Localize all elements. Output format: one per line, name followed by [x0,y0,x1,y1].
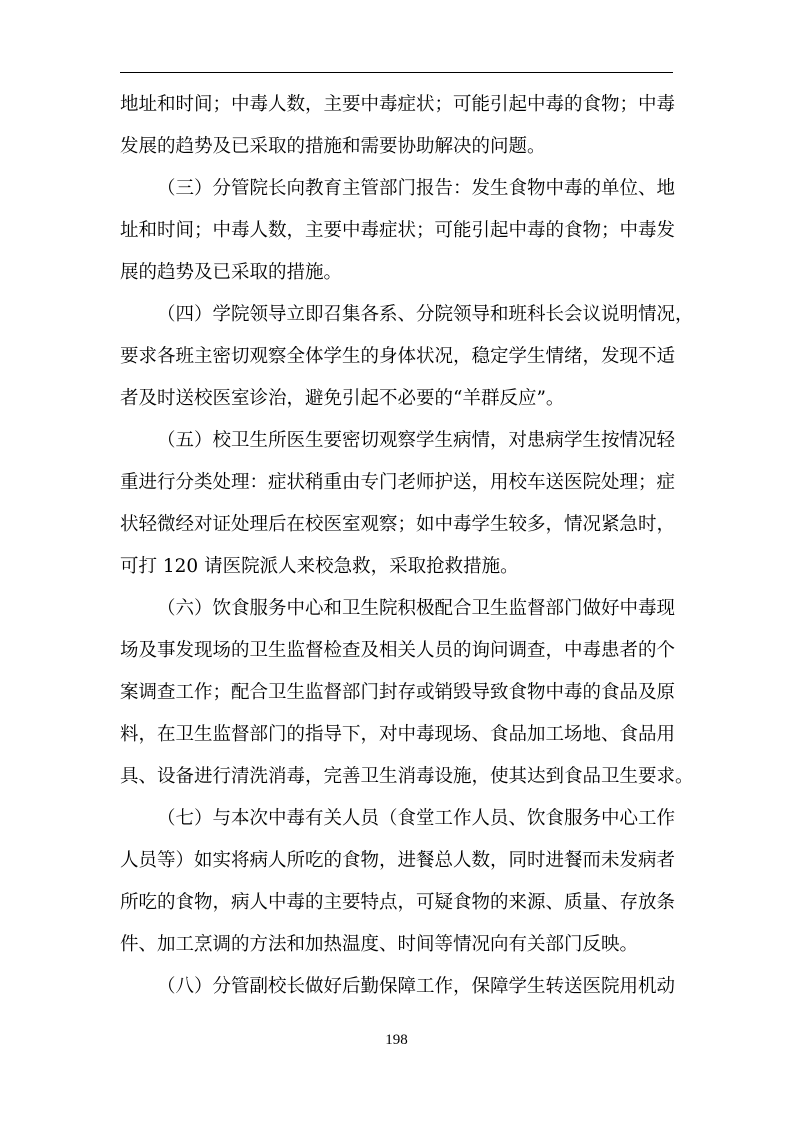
text-line: 件、加工烹调的方法和加热温度、时间等情况向有关部门反映。 [120,934,639,955]
text-line: （四）学院领导立即召集各系、分院领导和班科长会议说明情况， [157,304,694,325]
text-line: 案调查工作；配合卫生监督部门封存或销毁导致食物中毒的食品及原 [120,682,676,703]
text-line: 人员等）如实将病人所吃的食物，进餐总人数，同时进餐而未发病者 [120,850,676,871]
text-line: 料，在卫生监督部门的指导下，对中毒现场、食品加工场地、食品用 [120,724,676,745]
text-line: 地址和时间；中毒人数，主要中毒症状；可能引起中毒的食物；中毒 [120,94,676,115]
text-line: 所吃的食物，病人中毒的主要特点，可疑食物的来源、质量、存放条 [120,892,676,913]
text-line: （七）与本次中毒有关人员（食堂工作人员、饮食服务中心工作 [157,808,676,829]
text-line: （五）校卫生所医生要密切观察学生病情，对患病学生按情况轻 [157,430,676,451]
text-line: 者及时送校医室诊治，避免引起不必要的“羊群反应”。 [120,388,565,409]
header-rule [120,72,673,73]
text-line: （八）分管副校长做好后勤保障工作，保障学生转送医院用机动 [157,976,676,997]
text-line: （六）饮食服务中心和卫生院积极配合卫生监督部门做好中毒现 [157,598,676,619]
text-line: 展的趋势及已采取的措施。 [120,262,343,283]
text-line: 发展的趋势及已采取的措施和需要协助解决的问题。 [120,136,546,157]
paragraph-item-3 [120,168,676,294]
document-body [120,84,694,1008]
paragraph-item-4 [120,294,694,420]
text-line: 状轻微经对证处理后在校医室观察；如中毒学生较多，情况紧急时， [120,514,676,535]
text-line: 具、设备进行清洗消毒，完善卫生消毒设施，使其达到食品卫生要求。 [120,766,694,787]
text-line: 场及事发现场的卫生监督检查及相关人员的询问调查，中毒患者的个 [120,640,676,661]
text-line: （三）分管院长向教育主管部门报告：发生食物中毒的单位、地 [157,178,676,199]
page-number: 198 [385,1032,408,1048]
paragraph-item-8 [120,966,676,1008]
paragraph-continued [120,84,676,168]
text-line: 要求各班主密切观察全体学生的身体状况，稳定学生情绪，发现不适 [120,346,676,367]
paragraph-item-6 [120,588,694,798]
text-line: 址和时间；中毒人数，主要中毒症状；可能引起中毒的食物；中毒发 [120,220,676,241]
text-line: 重进行分类处理：症状稍重由专门老师护送，用校车送医院处理；症 [120,472,676,493]
text-line: 可打 120 请医院派人来校急救，采取抢救措施。 [120,556,519,577]
paragraph-item-5 [120,420,676,588]
paragraph-item-7 [120,798,676,966]
